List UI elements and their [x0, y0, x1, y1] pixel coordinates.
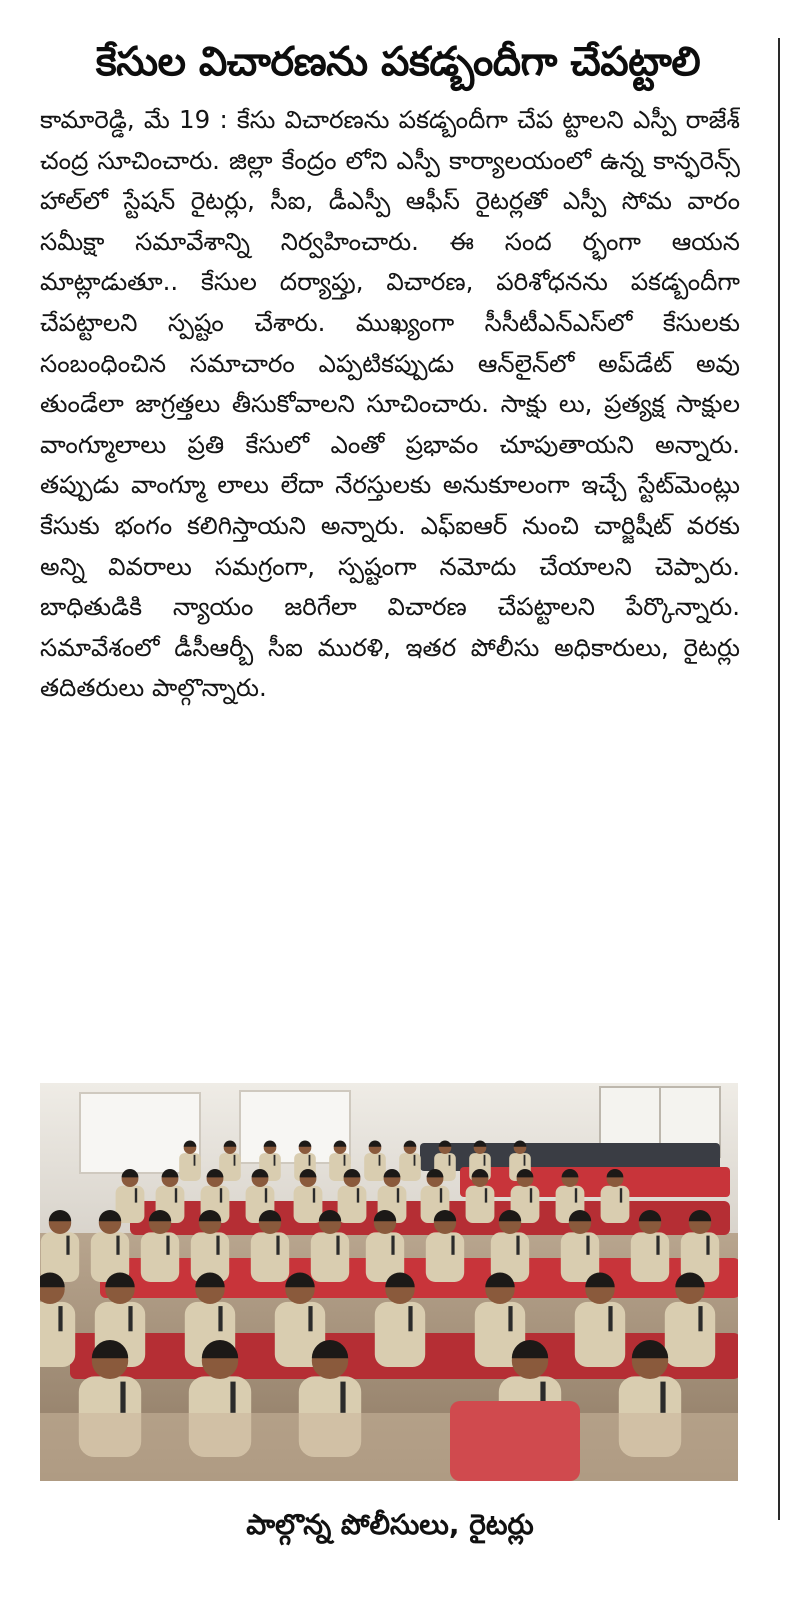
attendee-body [575, 1302, 625, 1367]
uniform-strap [66, 1236, 69, 1255]
column-rule [778, 38, 780, 1520]
attendee-body [399, 1153, 421, 1181]
uniform-strap [308, 1306, 312, 1331]
uniform-strap [344, 1155, 346, 1166]
photo-caption: పాల్గొన్న పోలీసులు, రైటర్లు [246, 1508, 534, 1541]
attendee-body [179, 1153, 201, 1181]
uniform-strap [340, 1382, 345, 1413]
uniform-strap [698, 1306, 702, 1331]
uniform-strap [451, 1236, 454, 1255]
uniform-strap [620, 1188, 622, 1202]
uniform-strap [58, 1306, 62, 1331]
meeting-photo-illustration [40, 1083, 738, 1481]
uniform-strap [135, 1188, 137, 1202]
uniform-strap [706, 1236, 709, 1255]
uniform-strap [128, 1306, 132, 1331]
uniform-strap [336, 1236, 339, 1255]
uniform-strap [216, 1236, 219, 1255]
attendee-body [251, 1232, 289, 1282]
uniform-strap [309, 1155, 311, 1166]
uniform-strap [230, 1382, 235, 1413]
uniform-strap [408, 1306, 412, 1331]
uniform-strap [516, 1236, 519, 1255]
uniform-strap [274, 1155, 276, 1166]
attendee-body [466, 1186, 495, 1223]
uniform-strap [397, 1188, 399, 1202]
uniform-strap [120, 1382, 125, 1413]
uniform-strap [265, 1188, 267, 1202]
article-paragraph: కామారెడ్డి, మే 19 : కేసు విచారణను పకడ్బందీగా చేప ట్టాలని ఎస్పీ రాజేశ్ చంద్ర సూచించారు. జిల్లా కేంద్రం లోని ఎస్పీ కార్యాలయంలో ఉన్న కాన్ఫరెన్స్ హాల్‌లో స్టేషన్ రైటర్లు, సీఐ, డీఎస్పీ ఆఫీస్ రైటర్లతో ఎస్పీ సోమ వారం సమీక్షా సమావేశాన్ని నిర్వహించారు. ఈ సంద ర్భంగా ఆయన మాట్లాడుతూ.. కేసుల దర్యాప్తు, విచారణ, పరిశోధనను పకడ్బందీగా చేపట్టాలని స్పష్టం చేశారు. ముఖ్యంగా సీసీటీఎన్ఎస్‌లో కేసులకు సంబంధించిన సమాచారం ఎప్పటికప్పుడు ఆన్‌లైన్‌లో అప్‌డేట్ అవు తుండేలా జాగ్రత్తలు తీసుకోవాలని సూచించారు. సాక్షు లు, ప్రత్యక్ష సాక్షుల వాంగ్మూలాలు ప్రతి కేసులో ఎంతో ప్రభావం చూపుతాయని అన్నారు. తప్పుడు వాంగ్మూ లాలు లేదా నేరస్తులకు అనుకూలంగా ఇచ్చే స్టేట్‌మెంట్లు కేసుకు భంగం కలిగిస్తాయని అన్నారు. ఎఫ్ఐఆర్ నుంచి చార్జిషీట్ వరకు అన్ని వివరాలు సమగ్రంగా, స్పష్టంగా నమోదు చేయాలని చెప్పారు. బాధితుడికి న్యాయం జరిగేలా విచారణ చేపట్టాలని పేర్కొన్నారు. సమావేశంలో డీసీఆర్బీ సీఐ మురళి, ఇతర పోలీసు అధికారులు, రైటర్లు తదితరులు పాల్గొన్నారు. [40, 105, 740, 703]
attendee-body [338, 1186, 367, 1223]
uniform-strap [586, 1236, 589, 1255]
attendee-body [631, 1232, 669, 1282]
uniform-strap [276, 1236, 279, 1255]
uniform-strap [391, 1236, 394, 1255]
attendee-body [601, 1186, 630, 1223]
attendee-body [141, 1232, 179, 1282]
uniform-strap [530, 1188, 532, 1202]
attendee-body [364, 1153, 386, 1181]
attendee-body [426, 1232, 464, 1282]
uniform-strap [656, 1236, 659, 1255]
uniform-strap [220, 1188, 222, 1202]
uniform-strap [313, 1188, 315, 1202]
article-headline: కేసుల విచారణను పకడ్బందీగా చేపట్టాలి [95, 39, 701, 85]
uniform-strap [440, 1188, 442, 1202]
desk [40, 1413, 738, 1481]
uniform-strap [449, 1155, 451, 1166]
uniform-strap [608, 1306, 612, 1331]
uniform-strap [379, 1155, 381, 1166]
uniform-strap [116, 1236, 119, 1255]
window [240, 1091, 350, 1163]
uniform-strap [524, 1155, 526, 1166]
uniform-strap [660, 1382, 665, 1413]
attendee-body [40, 1302, 75, 1367]
uniform-strap [234, 1155, 236, 1166]
uniform-strap [357, 1188, 359, 1202]
front-chair [450, 1401, 580, 1481]
attendee-body [311, 1232, 349, 1282]
attendee-body [665, 1302, 715, 1367]
uniform-strap [414, 1155, 416, 1166]
uniform-strap [575, 1188, 577, 1202]
uniform-strap [508, 1306, 512, 1331]
uniform-strap [218, 1306, 222, 1331]
article-body [40, 100, 740, 1090]
uniform-strap [484, 1155, 486, 1166]
uniform-strap [166, 1236, 169, 1255]
article-photo [40, 1083, 738, 1481]
attendee-body [294, 1186, 323, 1223]
uniform-strap [485, 1188, 487, 1202]
attendee-body [375, 1302, 425, 1367]
uniform-strap [194, 1155, 196, 1166]
uniform-strap [175, 1188, 177, 1202]
